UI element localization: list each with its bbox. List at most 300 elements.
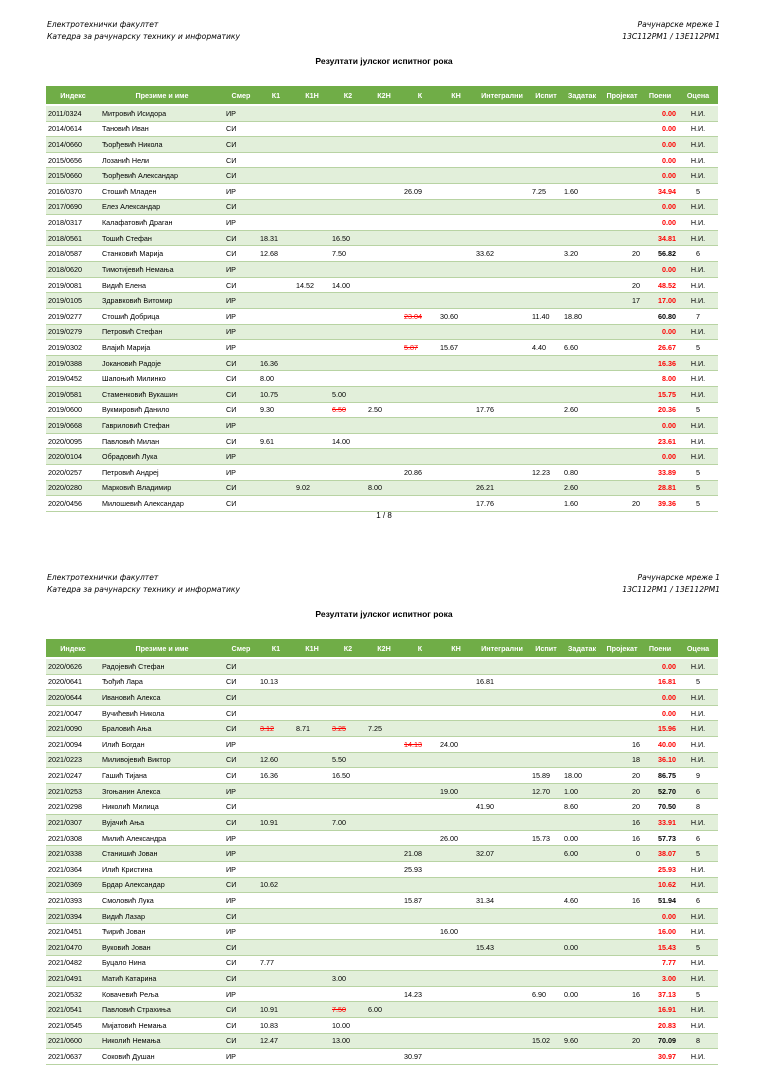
cell-k2 [330, 1018, 366, 1034]
cell-k1-value: 12.60 [260, 755, 278, 765]
cell-integral [474, 324, 530, 340]
cell-program-value: ИР [226, 927, 236, 937]
cell-k2-value: 16.50 [332, 771, 350, 781]
cell-kn [438, 465, 474, 481]
cell-project-value: 20 [632, 771, 640, 781]
cell-program [224, 105, 258, 121]
cell-name-value: Ћирић Јован [102, 927, 146, 937]
cell-k1n [294, 355, 330, 371]
cell-project [602, 971, 642, 987]
cell-k1 [258, 924, 294, 940]
cell-k2n [366, 277, 402, 293]
cell-index-value: 2018/0561 [48, 233, 82, 243]
cell-points [642, 830, 678, 846]
cell-points-value: 34.81 [658, 233, 676, 243]
cell-name-value: Гаврилoвић Стефан [102, 420, 170, 430]
cell-grade-value: Н.И. [690, 140, 706, 150]
cell-k1 [258, 939, 294, 955]
cell-points-value: 0.00 [662, 202, 676, 212]
cell-k2-value: 6.50 [332, 405, 346, 415]
cell-k2 [330, 449, 366, 465]
cell-name [100, 371, 224, 387]
cell-project [602, 433, 642, 449]
cell-project-value: 16 [632, 895, 640, 905]
cell-exam [530, 449, 562, 465]
cell-name [100, 924, 224, 940]
cell-program-value: СИ [226, 140, 237, 150]
cell-task [562, 465, 602, 481]
cell-kn [438, 496, 474, 512]
col-header-k2n: К2Н [366, 639, 402, 658]
cell-name [100, 705, 224, 721]
cell-index [46, 783, 100, 799]
cell-task [562, 105, 602, 121]
cell-index-value: 2019/0668 [48, 420, 82, 430]
cell-program-value: СИ [226, 280, 237, 290]
cell-grade-value: 5 [696, 186, 700, 196]
cell-project [602, 815, 642, 831]
cell-integral [474, 861, 530, 877]
cell-exam [530, 371, 562, 387]
cell-integral [474, 846, 530, 862]
table-row [46, 324, 718, 340]
table-header-row [46, 86, 718, 105]
cell-name [100, 971, 224, 987]
cell-k2 [330, 371, 366, 387]
cell-k2-value: 5.00 [332, 389, 346, 399]
cell-k1n [294, 799, 330, 815]
cell-name [100, 737, 224, 753]
cell-project [602, 184, 642, 200]
cell-integral [474, 1033, 530, 1049]
cell-program [224, 230, 258, 246]
cell-k1-value: 10.91 [260, 817, 278, 827]
cell-task-value: 6.00 [564, 849, 578, 859]
cell-k2 [330, 184, 366, 200]
cell-grade [678, 105, 718, 121]
cell-k2n [366, 465, 402, 481]
cell-grade [678, 355, 718, 371]
cell-name-value: Станковић Марија [102, 249, 164, 259]
cell-program [224, 955, 258, 971]
cell-exam-value: 6.90 [532, 989, 546, 999]
cell-k1n [294, 324, 330, 340]
cell-k1n [294, 815, 330, 831]
cell-program-value: СИ [226, 1005, 237, 1015]
cell-index [46, 893, 100, 909]
cell-name [100, 480, 224, 496]
cell-program [224, 1002, 258, 1018]
cell-exam [530, 465, 562, 481]
cell-exam-value: 15.02 [532, 1036, 550, 1046]
cell-points-value: 36.10 [658, 755, 676, 765]
cell-index-value: 2021/0307 [48, 817, 82, 827]
cell-program-value: СИ [226, 1036, 237, 1046]
cell-kn-value: 16.00 [440, 927, 458, 937]
cell-index-value: 2021/0090 [48, 724, 82, 734]
col-header-kn: КН [438, 86, 474, 105]
cell-k2n [366, 340, 402, 356]
cell-k1n [294, 1049, 330, 1065]
cell-grade [678, 861, 718, 877]
cell-k1n [294, 1002, 330, 1018]
cell-k1n [294, 340, 330, 356]
cell-name [100, 324, 224, 340]
table-row [46, 737, 718, 753]
cell-exam-value: 11.40 [532, 311, 550, 321]
cell-exam-value: 4.40 [532, 342, 546, 352]
table-row [46, 465, 718, 481]
cell-k1 [258, 184, 294, 200]
cell-task-value: 8.60 [564, 802, 578, 812]
cell-program [224, 449, 258, 465]
cell-points-value: 0.00 [662, 171, 676, 181]
cell-index-value: 2021/0600 [48, 1036, 82, 1046]
cell-k1 [258, 1049, 294, 1065]
cell-name [100, 783, 224, 799]
cell-name-value: Вукмировић Данило [102, 405, 170, 415]
cell-name-value: Лозанић Нели [102, 155, 150, 165]
cell-program [224, 846, 258, 862]
cell-k1 [258, 737, 294, 753]
cell-points [642, 752, 678, 768]
cell-integral [474, 1049, 530, 1065]
col-header-task: Задатак [562, 639, 602, 658]
table-row [46, 971, 718, 987]
cell-name [100, 465, 224, 481]
cell-name [100, 215, 224, 231]
table-row [46, 137, 718, 153]
cell-name-value: Тошић Стефан [102, 233, 152, 243]
cell-integral [474, 105, 530, 121]
cell-integral [474, 877, 530, 893]
cell-grade-value: Н.И. [690, 911, 706, 921]
cell-task [562, 1002, 602, 1018]
cell-index-value: 2020/0095 [48, 436, 82, 446]
cell-points-value: 70.50 [658, 802, 676, 812]
cell-k1n [294, 846, 330, 862]
table-row [46, 168, 718, 184]
cell-integral [474, 830, 530, 846]
cell-integral [474, 737, 530, 753]
cell-grade-value: 5 [696, 483, 700, 493]
cell-exam [530, 433, 562, 449]
cell-name-value: Митровић Исидора [102, 108, 167, 118]
table-row [46, 230, 718, 246]
cell-index-value: 2019/0105 [48, 296, 82, 306]
cell-grade [678, 1002, 718, 1018]
cell-index-value: 2017/0690 [48, 202, 82, 212]
cell-k2n [366, 924, 402, 940]
col-header-integral: Интегрални [474, 86, 530, 105]
cell-task-value: 1.60 [564, 186, 578, 196]
cell-grade [678, 262, 718, 278]
cell-index-value: 2021/0369 [48, 880, 82, 890]
cell-kn [438, 1033, 474, 1049]
cell-kn [438, 121, 474, 137]
cell-k1n [294, 418, 330, 434]
cell-project [602, 846, 642, 862]
col-header-points: Поени [642, 86, 678, 105]
col-header-name: Презиме и име [100, 639, 224, 658]
cell-k-value: 14.13 [404, 739, 422, 749]
cell-k [402, 1018, 438, 1034]
cell-k [402, 433, 438, 449]
cell-exam [530, 846, 562, 862]
cell-grade [678, 893, 718, 909]
cell-k2n [366, 355, 402, 371]
cell-exam-value: 15.73 [532, 833, 550, 843]
cell-name-value: Соковић Душан [102, 1052, 155, 1062]
cell-k2 [330, 893, 366, 909]
cell-k1n-value: 14.52 [296, 280, 314, 290]
cell-integral [474, 721, 530, 737]
cell-k2n [366, 846, 402, 862]
cell-grade [678, 1018, 718, 1034]
cell-exam [530, 799, 562, 815]
cell-k1n [294, 752, 330, 768]
cell-index-value: 2020/0456 [48, 499, 82, 509]
cell-grade-value: Н.И. [690, 724, 706, 734]
cell-integral [474, 230, 530, 246]
cell-exam [530, 168, 562, 184]
cell-name-value: Стаменковић Вукашин [102, 389, 178, 399]
cell-k2 [330, 324, 366, 340]
table-row [46, 386, 718, 402]
header-left [47, 19, 240, 43]
cell-name-value: Илић Богдан [102, 739, 145, 749]
cell-k2 [330, 752, 366, 768]
cell-index-value: 2021/0308 [48, 833, 82, 843]
cell-task [562, 658, 602, 674]
cell-task [562, 168, 602, 184]
faculty-name: Електротехнички факултет [47, 573, 159, 582]
cell-k [402, 324, 438, 340]
cell-k2n [366, 705, 402, 721]
cell-k [402, 737, 438, 753]
table-row [46, 308, 718, 324]
cell-points [642, 262, 678, 278]
cell-k1 [258, 674, 294, 690]
cell-program [224, 752, 258, 768]
cell-program [224, 496, 258, 512]
cell-points [642, 402, 678, 418]
cell-project-value: 18 [632, 755, 640, 765]
cell-k1n [294, 1018, 330, 1034]
cell-exam [530, 705, 562, 721]
cell-index [46, 433, 100, 449]
cell-index-value: 2020/0626 [48, 661, 82, 671]
cell-project-value: 20 [632, 1036, 640, 1046]
cell-kn [438, 830, 474, 846]
cell-name [100, 690, 224, 706]
cell-k2n [366, 799, 402, 815]
cell-k1n [294, 971, 330, 987]
cell-k2n [366, 1033, 402, 1049]
cell-program [224, 308, 258, 324]
cell-program-value: ИР [226, 989, 236, 999]
cell-program [224, 293, 258, 309]
cell-name-value: Видић Лазар [102, 911, 145, 921]
cell-project [602, 449, 642, 465]
cell-k-value: 15.87 [404, 895, 422, 905]
cell-index [46, 861, 100, 877]
cell-task-value: 1.60 [564, 499, 578, 509]
cell-index-value: 2011/0324 [48, 108, 82, 118]
cell-k [402, 105, 438, 121]
cell-k1 [258, 893, 294, 909]
cell-k1-value: 10.91 [260, 1005, 278, 1015]
cell-k1 [258, 815, 294, 831]
cell-program-value: СИ [226, 436, 237, 446]
cell-project [602, 752, 642, 768]
cell-k2 [330, 277, 366, 293]
cell-task [562, 815, 602, 831]
cell-program-value: СИ [226, 677, 237, 687]
cell-k2n [366, 1049, 402, 1065]
cell-k2 [330, 246, 366, 262]
cell-program-value: СИ [226, 249, 237, 259]
cell-k2n [366, 137, 402, 153]
cell-name-value: Јокановић Радоје [102, 358, 162, 368]
cell-name-value: Мијатовић Немања [102, 1020, 167, 1030]
cell-name-value: Миливојевић Виктор [102, 755, 171, 765]
cell-name [100, 293, 224, 309]
cell-program-value: ИР [226, 296, 236, 306]
cell-index [46, 768, 100, 784]
cell-k2n [366, 386, 402, 402]
cell-grade-value: Н.И. [690, 420, 706, 430]
cell-kn [438, 752, 474, 768]
cell-project [602, 1033, 642, 1049]
cell-name-value: Петровић Андреј [102, 467, 159, 477]
cell-integral [474, 340, 530, 356]
cell-index-value: 2020/0280 [48, 483, 82, 493]
cell-kn-value: 15.67 [440, 342, 458, 352]
cell-program-value: ИР [226, 108, 236, 118]
cell-points [642, 371, 678, 387]
cell-grade [678, 752, 718, 768]
table-row [46, 783, 718, 799]
cell-k [402, 262, 438, 278]
cell-integral-value: 16.81 [476, 677, 494, 687]
cell-k2 [330, 1002, 366, 1018]
cell-project [602, 308, 642, 324]
cell-name [100, 402, 224, 418]
cell-kn [438, 137, 474, 153]
cell-exam [530, 324, 562, 340]
cell-kn [438, 971, 474, 987]
cell-name-value: Станишић Јован [102, 849, 158, 859]
cell-points [642, 324, 678, 340]
cell-points-value: 60.80 [658, 311, 676, 321]
cell-name-value: Тимотијевић Немања [102, 264, 174, 274]
cell-integral [474, 799, 530, 815]
cell-kn [438, 105, 474, 121]
table-row [46, 152, 718, 168]
cell-project-value: 16 [632, 833, 640, 843]
cell-project [602, 705, 642, 721]
cell-program-value: СИ [226, 389, 237, 399]
cell-index-value: 2020/0644 [48, 693, 82, 703]
cell-k [402, 277, 438, 293]
table-row [46, 799, 718, 815]
cell-index-value: 2021/0482 [48, 958, 82, 968]
cell-k1 [258, 324, 294, 340]
department-name: Катедра за рачунарску технику и информатику [47, 585, 240, 594]
cell-k1n [294, 152, 330, 168]
cell-program-value: СИ [226, 724, 237, 734]
cell-k2n [366, 986, 402, 1002]
cell-points-value: 33.89 [658, 467, 676, 477]
cell-grade [678, 230, 718, 246]
cell-kn [438, 986, 474, 1002]
cell-project [602, 386, 642, 402]
cell-k2 [330, 783, 366, 799]
cell-index-value: 2014/0614 [48, 124, 82, 134]
cell-index [46, 674, 100, 690]
cell-points [642, 783, 678, 799]
cell-points [642, 215, 678, 231]
cell-k1-value: 12.47 [260, 1036, 278, 1046]
cell-integral [474, 752, 530, 768]
cell-k2n [366, 496, 402, 512]
cell-k1 [258, 955, 294, 971]
cell-project [602, 277, 642, 293]
cell-index [46, 480, 100, 496]
cell-project-value: 16 [632, 739, 640, 749]
table-header-row [46, 639, 718, 658]
cell-integral [474, 246, 530, 262]
cell-name-value: Елез Александар [102, 202, 161, 212]
cell-k2 [330, 199, 366, 215]
cell-grade-value: Н.И. [690, 218, 706, 228]
cell-kn [438, 705, 474, 721]
cell-index [46, 815, 100, 831]
cell-name [100, 152, 224, 168]
cell-grade-value: Н.И. [690, 171, 706, 181]
cell-task [562, 721, 602, 737]
table-row [46, 262, 718, 278]
cell-points [642, 846, 678, 862]
cell-project [602, 168, 642, 184]
cell-points-value: 8.00 [662, 374, 676, 384]
cell-points-value: 0.00 [662, 327, 676, 337]
cell-k [402, 121, 438, 137]
cell-name [100, 986, 224, 1002]
cell-points [642, 737, 678, 753]
cell-k [402, 971, 438, 987]
table-row [46, 371, 718, 387]
cell-index-value: 2021/0247 [48, 771, 82, 781]
header-right [622, 572, 720, 596]
cell-task [562, 737, 602, 753]
cell-points [642, 1033, 678, 1049]
cell-exam [530, 184, 562, 200]
cell-kn [438, 480, 474, 496]
cell-points-value: 34.94 [658, 186, 676, 196]
cell-kn-value: 24.00 [440, 739, 458, 749]
cell-name [100, 721, 224, 737]
cell-index [46, 184, 100, 200]
cell-index-value: 2020/0257 [48, 467, 82, 477]
cell-integral [474, 308, 530, 324]
cell-grade [678, 1033, 718, 1049]
cell-points [642, 386, 678, 402]
cell-exam [530, 105, 562, 121]
cell-k2 [330, 955, 366, 971]
cell-program [224, 1018, 258, 1034]
